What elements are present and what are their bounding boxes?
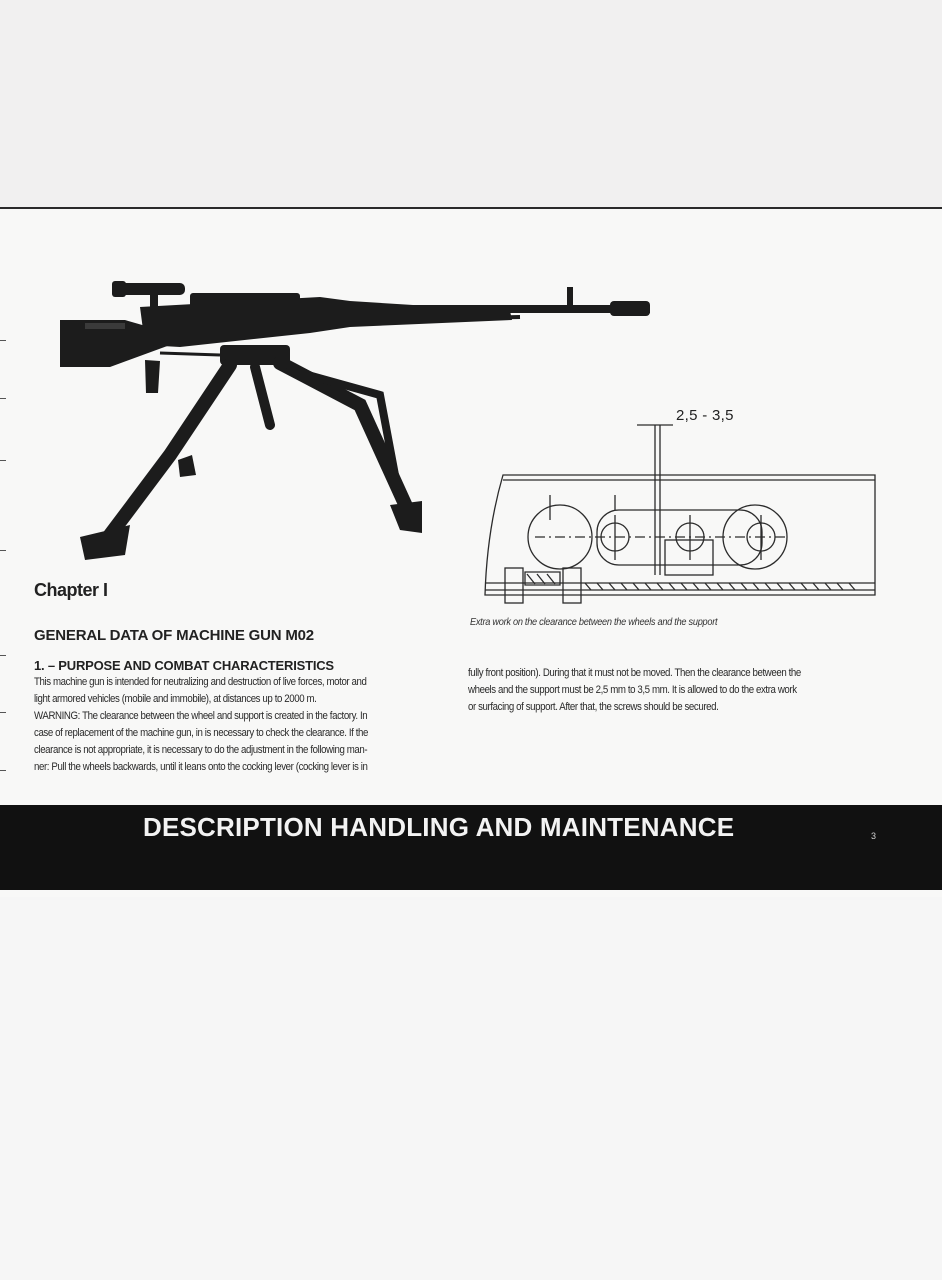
edge-mark bbox=[0, 340, 6, 341]
scan-background-bottom bbox=[0, 897, 942, 1280]
text-line: This machine gun is intended for neutralizing and destruction of live forces, motor and bbox=[34, 676, 367, 688]
text-line: or surfacing of support. After that, the screws should be secured. bbox=[468, 701, 719, 713]
footer-title: DESCRIPTION HANDLING AND MAINTENANCE bbox=[143, 812, 735, 842]
edge-mark bbox=[0, 550, 6, 551]
text-line: ner: Pull the wheels backwards, until it leans onto the cocking lever (cocking lever is in bbox=[34, 761, 368, 773]
text-line: light armored vehicles (mobile and immobile), at distances up to 2000 m. bbox=[34, 693, 317, 705]
text-line: WARNING: The clearance between the wheel and support is created in the factory. In bbox=[34, 710, 368, 722]
chapter-title: Chapter I bbox=[34, 580, 108, 600]
text-line: case of replacement of the machine gun, in is necessary to check the clearance. If the bbox=[34, 727, 368, 739]
edge-mark bbox=[0, 460, 6, 461]
body-text-right-column bbox=[468, 665, 886, 716]
edge-mark bbox=[0, 655, 6, 656]
body-text-left-column bbox=[34, 674, 448, 776]
scan-background-top bbox=[0, 0, 942, 208]
text-line: fully front position). During that it must not be moved. Then the clearance between the bbox=[468, 667, 801, 679]
text-line: clearance is not appropriate, it is necessary to do the adjustment in the following man- bbox=[34, 744, 368, 756]
clearance-technical-drawing bbox=[465, 400, 885, 615]
clearance-dimension-label: 2,5 - 3,5 bbox=[676, 407, 734, 424]
figure-caption: Extra work on the clearance between the wheels and the support bbox=[470, 617, 718, 628]
section-title: GENERAL DATA OF MACHINE GUN M02 bbox=[34, 627, 314, 644]
edge-mark bbox=[0, 398, 6, 399]
edge-mark bbox=[0, 712, 6, 713]
subsection-title: 1. – PURPOSE AND COMBAT CHARACTERISTICS bbox=[34, 658, 334, 673]
page-number: 3 bbox=[871, 831, 877, 841]
edge-mark bbox=[0, 770, 6, 771]
text-line: wheels and the support must be 2,5 mm to 3,5 mm. It is allowed to do the extra work bbox=[468, 684, 797, 696]
